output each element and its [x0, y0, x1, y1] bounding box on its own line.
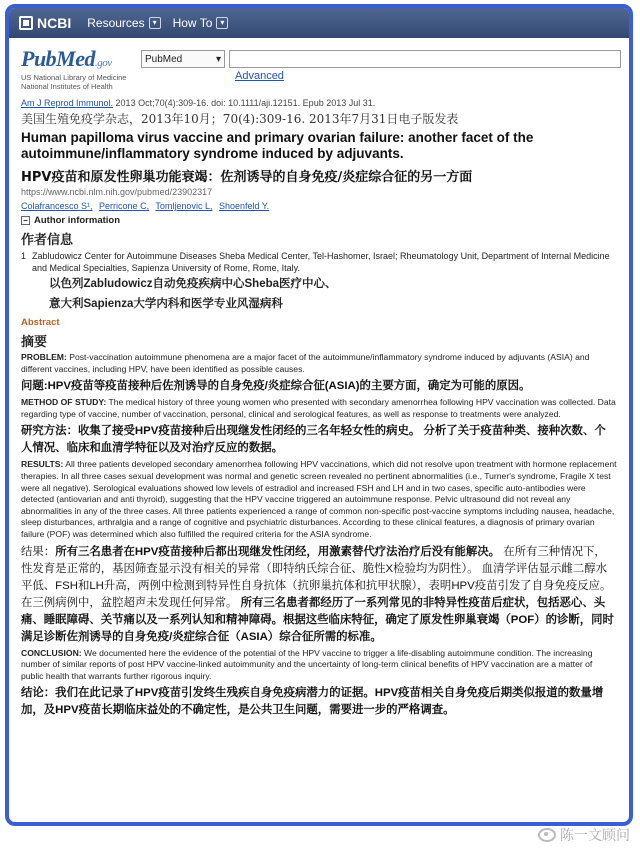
- article-title: Human papilloma virus vaccine and primary ovarian failure: another facet of the autoimmune/inflammatory syndrome induced by adjuvants.: [21, 130, 534, 161]
- results-zh-strong-2: 所有三名患者都经历了一系列常见的非特异性疫苗后症状，包括恶心、头痛、睡眠障碍、关节痛以及一系列认知和精神障碍。根据这些临床特征，确定了原发性卵巢衰竭（POF）的诊断，同时满足诊断佐剂诱导的自身免疫/炎症综合征（ASIA）综合征所需的标准。: [21, 596, 614, 643]
- results-zh-strong-1: 所有三名患者在HPV疫苗接种后都出现继发性闭经，用激素替代疗法治疗后没有能解决。: [55, 545, 501, 558]
- resources-menu[interactable]: [87, 16, 160, 30]
- search-input[interactable]: [229, 50, 621, 68]
- author-list: [21, 201, 617, 211]
- results-zh-body: 在所有三种情况下，性发育是正常的，基因筛查显示没有相关的异常（即特纳氏综合征、脆性X检验均为阴性）。 血清学评估显示雌二醇水平低、FSH和LH升高，两例中检测到特异性自身抗体（抗卵巢抗体和抗甲状腺），表明HPV疫苗引发了自身免疫反应。 在三例病例中，盆腔超声未发现任何异常。: [21, 545, 612, 609]
- conclusion-label: CONCLUSION:: [21, 647, 82, 658]
- journal-link[interactable]: Am J Reprod Immunol.: [21, 98, 114, 108]
- screenshot-frame: [5, 4, 633, 826]
- affiliation-text: Zabludowicz Center for Autoimmune Diseases Sheba Medical Center, Tel-Hashomer, Israel; Rheumatology Unit, Department of Internal Medicine and Medical Specialties, Sapienza University of Rome, Rome, Italy.: [32, 251, 610, 273]
- article-url: https://www.ncbi.nlm.nih.gov/pubmed/23902317: [21, 187, 213, 197]
- nlm-subtitle: [21, 73, 141, 91]
- author-link[interactable]: Shoenfeld Y.: [218, 201, 270, 211]
- pubmed-logo-gov: .gov: [95, 57, 112, 69]
- author-info-zh: 作者信息: [21, 232, 74, 247]
- affiliation-number: 1: [21, 251, 27, 261]
- ncbi-logo-text: NCBI: [37, 15, 72, 31]
- abstract-label: Abstract: [21, 317, 60, 328]
- database-select[interactable]: [141, 50, 225, 68]
- nlm-line: US National Library of Medicine: [21, 73, 127, 82]
- ncbi-logo[interactable]: [19, 15, 71, 31]
- collapse-icon: −: [21, 216, 30, 225]
- howto-menu[interactable]: [173, 16, 229, 30]
- results-paragraph: [21, 459, 617, 540]
- pubmed-logo-text: PubMed: [21, 46, 95, 71]
- author-info-label: Author information: [34, 215, 121, 226]
- author-info-toggle[interactable]: [21, 215, 617, 226]
- author-link[interactable]: Perricone C,: [99, 201, 150, 211]
- weibo-icon: [538, 828, 556, 842]
- citation-zh: 美国生殖免疫学杂志，2013年10月；70(4):309-16. 2013年7月31日电子版发表: [21, 112, 459, 126]
- ncbi-logo-icon: [19, 16, 33, 30]
- affiliation-zh-1: 以色列Zabludowicz自动免疫疾病中心Sheba医疗中心、: [49, 278, 337, 290]
- pubmed-search-row: [9, 38, 629, 96]
- problem-label: PROBLEM:: [21, 352, 67, 362]
- article-content: [9, 98, 629, 719]
- pubmed-brand[interactable]: [21, 46, 141, 91]
- chevron-down-icon: ▾: [215, 53, 221, 65]
- conclusion-paragraph: [21, 648, 617, 683]
- affiliation-zh-2: 意大利Sapienza大学内科和医学专业风湿病科: [49, 298, 283, 310]
- abstract-label-zh: 摘要: [21, 334, 48, 349]
- results-zh: [21, 544, 617, 646]
- author-link[interactable]: Tomljenovic L,: [155, 201, 213, 211]
- conclusion-zh: 结论：我们在此记录了HPV疫苗引发终生残疾自身免疫病潜力的证据。HPV疫苗相关自身免疫后期类似报道的数量增加，及HPV疫苗长期临床益处的不确定性，是公共卫生问题，需要进一步的严格调查。: [21, 687, 604, 717]
- pubmed-logo: [21, 46, 141, 72]
- results-zh-label: 结果：: [21, 545, 56, 558]
- nih-line: National Institutes of Health: [21, 82, 113, 91]
- ncbi-top-bar: [9, 8, 629, 38]
- method-text: The medical history of three young women who presented with secondary amenorrhea following HPV vaccination was collected. Data regarding type of vaccine, number of vaccination, personal, clinical and serological features, as well as response to treatments were analyzed.: [21, 397, 616, 419]
- method-paragraph: [21, 397, 617, 420]
- method-zh: 研究方法：收集了接受HPV疫苗接种后出现继发性闭经的三名年轻女性的病史。 分析了关于疫苗种类、接种次数、个人情况、临床和血清学特征以及对治疗反应的数据。: [21, 425, 606, 455]
- chevron-down-icon: ▾: [216, 17, 228, 29]
- citation-details: 2013 Oct;70(4):309-16. doi: 10.1111/aji.12151. Epub 2013 Jul 31.: [115, 98, 376, 108]
- problem-zh: 问题:HPV疫苗等疫苗接种后佐剂诱导的自身免疫/炎症综合征(ASIA)的主要方面，确定为可能的原因。: [21, 380, 531, 393]
- watermark-text: 陈一文顾问: [560, 827, 630, 843]
- database-select-value: PubMed: [145, 53, 183, 65]
- results-label: RESULTS:: [21, 459, 64, 470]
- problem-paragraph: [21, 352, 617, 375]
- results-text: All three patients developed secondary amenorrhea following HPV vaccinations, which did not resolve upon treatment with hormone replacement therapies. In all three cases sexual development was normal and genetic screen revealed no pertinent abnormalities (i.e., Turner's syndrome, Fragile X test were all negative). Serological evaluations showed low levels of estradiol and increased FSH and LH and in two cases, specific auto-antibodies were detected (antiovarian and anti thyroid), suggesting that the HPV vaccine triggered an autoimmune response. Pelvic ultrasound did not reveal any abnormalities in any of the three cases. All three patients experienced a range of common non-specific post-vaccine symptoms including nausea, headache, sleep disturbances, arthralgia and a range of cognitive and psychiatric disturbances. According to these clinical features, a diagnosis of primary ovarian failure (POF) was determined which also fulfilled the required criteria for the ASIA syndrome.: [21, 459, 617, 539]
- resources-label: Resources: [87, 16, 145, 30]
- advanced-search-link[interactable]: Advanced: [235, 70, 284, 82]
- article-title-zh: HPV疫苗和原发性卵巢功能衰竭：佐剂诱导的自身免疫/炎症综合征的另一方面: [21, 170, 473, 185]
- affiliation: [21, 251, 617, 274]
- conclusion-text: We documented here the evidence of the potential of the HPV vaccine to trigger a life-disabling autoimmune condition. The increasing number of similar reports of post HPV vaccine-linked autoimmunity and the uncertainty of long-term clinical benefits of HPV vaccination are a matter of public health that warrants further rigorous inquiry.: [21, 647, 593, 681]
- author-link[interactable]: Colafrancesco S¹,: [21, 201, 93, 211]
- method-label: METHOD OF STUDY:: [21, 397, 107, 408]
- chevron-down-icon: ▾: [149, 17, 161, 29]
- citation-line: [21, 98, 617, 108]
- problem-text: Post-vaccination autoimmune phenomena are a major facet of the autoimmune/inflammatory syndrome induced by adjuvants (ASIA) and different vaccines, including HPV, have been identified as possible causes.: [21, 352, 590, 374]
- weibo-watermark: [538, 825, 630, 845]
- howto-label: How To: [172, 16, 213, 30]
